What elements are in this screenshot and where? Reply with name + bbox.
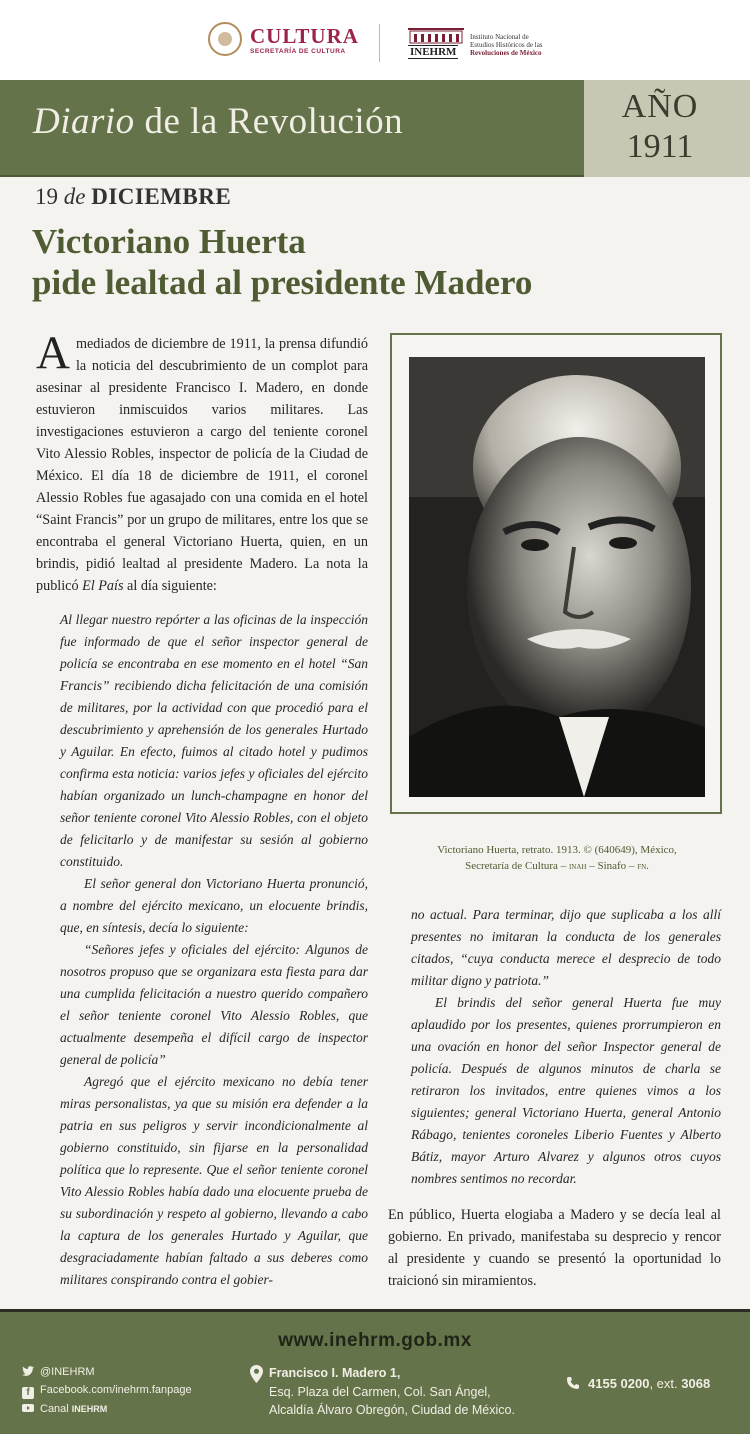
- quote-paragraph: no actual. Para terminar, dijo que suplicaba a los allí presentes no imitaran la conducta de los generales citados, “cuya conducta merece el desprecio de todo militar digno y patriota.”: [411, 907, 721, 988]
- phone-number[interactable]: 4155 0200, ext. 3068: [588, 1376, 711, 1391]
- closing-paragraph: En público, Huerta elogiaba a Madero y se decía leal al gobierno. En privado, manifestaba su desprecio y rencor al presidente y cuando se presentó la oportunidad lo traicionó sin miramientos.: [388, 1207, 721, 1289]
- quote-paragraph: “Señores jefes y oficiales del ejército: Algunos de nosotros propuso que se organizara esta fiesta para dar una cumplida felicitación a nuestro querido compañero el señor teniente coronel Vito Alessio Robles, que actualmente desempeña el difícil cargo de inspector general de policía”: [60, 942, 368, 1067]
- publication-title: Diario de la Revolución: [33, 101, 404, 142]
- photo-caption: Victoriano Huerta, retrato. 1913. © (640649), México, Secretaría de Cultura – inah – Sinafo – fn.: [437, 844, 677, 872]
- quote-paragraph: Al llegar nuestro repórter a las oficinas de la inspección fue informado de que el señor inspector general de policía se encontraba en ese momento en el hotel “San Francis” recibiendo dicha felicitación de una comisión de militares, por la actividad con que procedió para el descubrimiento y aprehensión de los generales Hurtado y Aguilar. En efecto, fuimos al citado hotel y pudimos confirma esta noticia: varios jefes y oficiales del ejército habían organizado un lunch-champagne en honor del señor teniente coronel Vito Alessio Robles, con el objeto de felicitarlo y de manifestar su sesión al gobierno constituido.: [60, 612, 368, 869]
- quote-column-left: [60, 609, 368, 1291]
- mexico-seal-icon: [208, 22, 242, 56]
- inehrm-logo-line: Instituto Nacional de: [470, 33, 529, 41]
- inehrm-logo-line: Revoluciones de México: [470, 49, 542, 57]
- youtube-icon: [22, 1402, 34, 1414]
- logo-divider: [379, 24, 380, 62]
- victoriano-huerta-portrait: [409, 357, 705, 797]
- quote-paragraph: El señor general don Victoriano Huerta pronunció, a nombre del ejército mexicano, un elocuente brindis, que, en síntesis, decía lo siguiente:: [60, 876, 368, 935]
- inehrm-building-icon: [408, 26, 464, 44]
- headline: Victoriano Huerta: [32, 222, 306, 261]
- quote-column-right: [411, 904, 721, 1190]
- facebook-icon: f: [22, 1387, 34, 1399]
- address-line: Alcaldía Álvaro Obregón, Ciudad de México.: [269, 1403, 515, 1417]
- portrait-illustration: [409, 357, 705, 797]
- year-box-content: [596, 86, 750, 171]
- inehrm-logo-line: Estudios Históricos de las: [470, 41, 543, 49]
- inehrm-logo-text: INEHRM: [410, 46, 457, 58]
- youtube-link[interactable]: Canal INEHRM: [22, 1402, 107, 1415]
- cultura-logo-subtitle: SECRETARÍA DE CULTURA: [250, 48, 346, 55]
- address-line: Esq. Plaza del Carmen, Col. San Ángel,: [269, 1385, 491, 1399]
- facebook-link[interactable]: f Facebook.com/inehrm.fanpage: [22, 1384, 192, 1399]
- drop-cap: A: [36, 327, 70, 379]
- twitter-icon: [22, 1366, 34, 1378]
- quote-paragraph: El brindis del señor general Huerta fue muy aplaudido por los presentes, quienes prorrumpieron en una ovación en honor del señor Inspector general de policía. Después de algunos minutos de charla se retiraron los invitados, entre quienes vimos a los siguientes; general Victoriano Huerta, general Antonio Rábago, tenientes coroneles Liberio Fuentes y Alberto Bátiz, mayor Arturo Alvarez y algunos otros cuyos nombres sentimos no recordar.: [411, 995, 721, 1186]
- article-date: 19 de DICIEMBRE: [35, 184, 232, 209]
- address-line: Francisco I. Madero 1,: [269, 1366, 401, 1380]
- intro-paragraph: Amediados de diciembre de 1911, la prensa difundió la noticia del descubrimiento de un complot para asesinar al presidente Francisco I. Madero, en donde estuvieron inmiscuidos varios militares. Las investigaciones estuvieron a cargo del teniente coronel Vito Alessio Robles, inspector de policía de la Ciudad de México. El día 18 de diciembre de 1911, el coronel Alessio Robles fue agasajado con una comida en el hotel “Saint Francis” por un grupo de militares, entre los que se encontraba el general Victoriano Huerta, quien, en un brindis, pidió lealtad al presidente Madero. La nota la publicó El País al día siguiente:: [36, 327, 368, 594]
- headline: pide lealtad al presidente Madero: [32, 263, 533, 302]
- year-label: AÑO: [621, 88, 699, 125]
- phone-icon: [566, 1376, 580, 1390]
- twitter-link[interactable]: @INEHRM: [22, 1366, 95, 1378]
- logo-bar: [0, 0, 750, 80]
- website-link[interactable]: www.inehrm.gob.mx: [278, 1330, 472, 1351]
- location-pin-icon: [250, 1365, 263, 1383]
- cultura-logo-text: CULTURA: [250, 24, 359, 48]
- year-value: 1911: [626, 128, 694, 165]
- quote-paragraph: Agregó que el ejército mexicano no debía tener miras personalistas, ya que su misión era defender a la patria en sus peligros y servir incondicionalmente al gobierno constituido, sin fijarse en la personalidad política que lo represente. Que el señor teniente coronel Vito Alessio Robles había dado una elocuente prueba de su subordinación y respeto al gobierno, llevando a cabo la captura de los generales Hurtado y Aguilar, que desgraciadamente habían faltado a sus deberes como militares conspirando contra el gobier-: [60, 1074, 368, 1287]
